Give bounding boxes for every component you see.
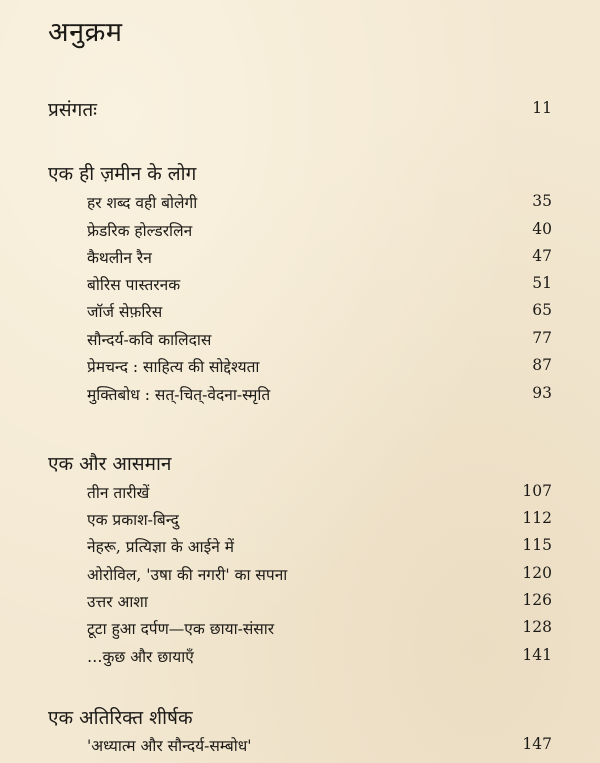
toc-entry-page: 128: [522, 618, 552, 636]
toc-entry: 'अध्यात्म और सौन्दर्य-सम्बोध': [87, 737, 252, 755]
toc-entry-page: 126: [522, 591, 552, 609]
toc-entry-page: 47: [532, 247, 552, 265]
toc-entry-page: 107: [522, 482, 552, 500]
toc-entry: टूटा हुआ दर्पण—एक छाया-संसार: [87, 620, 275, 638]
toc-entry: ओरोविल, 'उषा की नगरी' का सपना: [87, 566, 288, 584]
toc-entry-page: 112: [522, 509, 552, 527]
toc-entry: उत्तर आशा: [87, 593, 148, 611]
toc-entry-page: 77: [532, 329, 552, 347]
toc-entry-page: 65: [532, 301, 552, 319]
toc-entry: जॉर्ज सेफ़रिस: [87, 303, 163, 321]
toc-entry: एक प्रकाश-बिन्दु: [87, 511, 179, 529]
toc-entry-page: 35: [532, 192, 552, 210]
toc-entry-page: 40: [532, 220, 552, 238]
page-title: अनुक्रम: [48, 17, 123, 48]
toc-entry: हर शब्द वही बोलेगी: [87, 194, 198, 212]
toc-entry: सौन्दर्य-कवि कालिदास: [87, 331, 212, 349]
toc-entry: नेहरू, प्रत्यिज्ञा के आईने में: [87, 538, 235, 556]
toc-entry: …कुछ और छायाएँ: [87, 648, 194, 666]
section-page-1: 11: [532, 99, 552, 117]
toc-entry-page: 115: [522, 536, 552, 554]
toc-entry: प्रेमचन्द : साहित्य की सोद्देश्यता: [87, 358, 260, 376]
toc-entry: कैथलीन रैन: [87, 249, 152, 267]
section-title-3: एक और आसमान: [48, 453, 172, 475]
toc-entry-page: 51: [532, 274, 552, 292]
toc-entry: फ्रेडरिक होल्डरलिन: [87, 222, 193, 240]
toc-entry: तीन तारीखें: [87, 484, 150, 502]
toc-entry-page: 141: [522, 646, 552, 664]
toc-entry-page: 120: [522, 564, 552, 582]
section-title-4: एक अतिरिक्त शीर्षक: [48, 707, 193, 729]
section-title-1: प्रसंगतः: [48, 99, 98, 121]
toc-entry-page: 93: [532, 384, 552, 402]
toc-entry-page: 147: [522, 735, 552, 753]
toc-entry: बोरिस पास्तरनक: [87, 276, 181, 294]
toc-entry: मुक्तिबोध : सत्-चित्-वेदना-स्मृति: [87, 386, 271, 404]
toc-entry-page: 87: [532, 356, 552, 374]
section-title-2: एक ही ज़मीन के लोग: [48, 163, 197, 185]
